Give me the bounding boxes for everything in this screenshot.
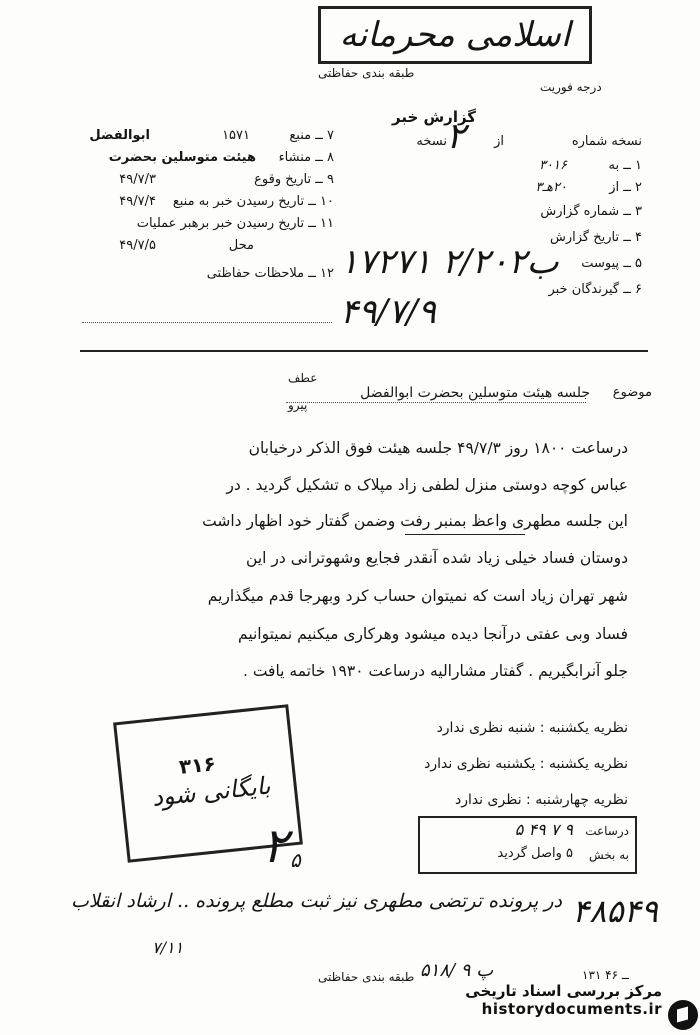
place-value: ۴۹/۷/۵ xyxy=(119,238,156,253)
copy-of-label: از xyxy=(494,134,504,149)
security-notes-row xyxy=(78,266,334,288)
handwritten-mark-2: ۵ xyxy=(290,848,301,872)
subject-text: جلسه هیئت متوسلین بحضرت ابوالفضل xyxy=(360,385,590,401)
origin-value: هیئت متوسلین بحضرت xyxy=(108,150,256,165)
origin-label: ۸ ــ منشاء xyxy=(278,150,334,165)
source-label: ۷ ــ منبع xyxy=(289,128,334,143)
watermark-site-fa: مرکز بررسی اسناد تاریخی xyxy=(465,982,662,1000)
attachment-label: ۵ ــ پیوست xyxy=(581,256,642,271)
priority-label: درجه فوریت xyxy=(540,80,602,94)
footer-handwritten: ۵۱۸/ ۹ پ xyxy=(420,960,494,981)
handwritten-number-2: ۴۹/۷/۹ xyxy=(340,292,436,332)
copy-number-label: نسخه شماره xyxy=(571,134,642,149)
report-number-label: ۳ ــ شماره گزارش xyxy=(540,204,642,219)
recipients-label: ۶ ــ گیرندگان خبر xyxy=(548,282,642,297)
report-date-label: ۴ ــ تاریخ گزارش xyxy=(550,230,642,245)
from-value: ۲۰هـ۳ xyxy=(535,180,567,195)
archive-stamp-number: ۳۱۶ xyxy=(177,751,217,779)
occurrence-date-row xyxy=(78,172,334,194)
copy-word-label: نسخه xyxy=(416,134,447,149)
file-number: ۴۸۵۴۹ xyxy=(572,892,658,930)
body-line-7: جلو آنرابگیریم . گفتار مشارالیه درساعت ۱۹۳۰ خاتمه یافت . xyxy=(242,662,628,680)
footer-code: ۱۳۱ ــ ۴۶ xyxy=(582,968,629,982)
left-fields xyxy=(78,128,334,288)
received-time-label: درساعت xyxy=(585,824,629,838)
date-bottom-left: ۷/۱۱ xyxy=(152,938,184,957)
place-row xyxy=(78,238,334,266)
place-label: محل xyxy=(228,238,254,253)
operations-date-label: ۱۱ ــ تاریخ رسیدن خبر برهبر عملیات xyxy=(136,216,334,231)
body-line-3: این جلسه مطهری واعظ بمنبر رفت وضمن گفتار خود اظهار داشت xyxy=(202,512,628,530)
handwritten-note: در پرونده ترتضی مطهری نیز ثبت مطلع پرونده .. ارشاد انقلاب xyxy=(70,890,562,912)
opinion-3: نظریه چهارشنبه : نظری ندارد xyxy=(454,792,628,808)
underline-mark xyxy=(405,534,525,535)
archive-stamp-text: بایگانی شود xyxy=(150,771,272,812)
received-section-label: به بخش xyxy=(589,848,629,862)
body-line-6: فساد وبی عفتی درآنجا دیده میشود وهرکاری میکنیم نمیتوانیم xyxy=(238,625,628,643)
origin-row xyxy=(78,150,334,172)
occurrence-date-label: ۹ ــ تاریخ وقوع xyxy=(254,172,334,187)
to-label: ۱ ــ به xyxy=(608,158,642,173)
handwritten-mark-1: ۲ xyxy=(262,818,288,874)
receipt-date-value: ۴۹/۷/۴ xyxy=(119,194,156,209)
subject-note-top: عطف xyxy=(288,371,318,385)
classification-stamp-text: اسلامی محرمانه xyxy=(339,15,571,55)
received-section-value: ۵ واصل گردید xyxy=(497,846,573,861)
security-notes-label: ۱۲ ــ ملاحظات حفاظتی xyxy=(206,266,334,281)
copy-number-handwritten: ۲ xyxy=(446,116,466,157)
to-row xyxy=(412,158,642,180)
archive-logo-icon xyxy=(668,1000,698,1030)
from-label: ۲ ــ از xyxy=(609,180,642,195)
body-line-2: عباس کوچه دوستی منزل لطفی زاد مپلاک ه تشکیل گردید . در xyxy=(226,476,628,494)
header-separator xyxy=(80,350,648,352)
receipt-date-label: ۱۰ ــ تاریخ رسیدن خبر به منبع xyxy=(172,194,334,209)
watermark xyxy=(465,982,662,1018)
body-line-4: دوستان فساد خیلی زیاد شده آنقدر فجایع وشهوترانی در این xyxy=(246,549,628,567)
body-line-1: درساعت ۱۸۰۰ روز ۴۹/۷/۳ جلسه هیئت فوق الذکر درخیابان xyxy=(248,439,628,457)
received-box xyxy=(418,816,637,874)
source-value: ۱۵۷۱ xyxy=(222,128,250,143)
classification-label: طبقه بندی حفاظتی xyxy=(318,66,415,80)
occurrence-date-value: ۴۹/۷/۳ xyxy=(119,172,156,187)
watermark-url: historydocuments.ir xyxy=(481,1000,662,1018)
opinion-1: نظریه یکشنبه : شنبه نظری ندارد xyxy=(436,720,628,736)
footer-classification-label: طبقه بندی حفاظتی xyxy=(318,970,415,984)
from-row xyxy=(412,180,642,204)
received-time-value: ۹ ۷ ۴۹ ۵ xyxy=(514,820,573,839)
receipt-date-row xyxy=(78,194,334,216)
operations-date-row xyxy=(78,216,334,238)
report-number-row xyxy=(412,204,642,230)
body-line-5: شهر تهران زیاد است که نمیتوان حساب کرد وبهرجا قدم میگذاریم xyxy=(207,587,628,605)
handwritten-number-1: ۱۷۲۷۱ ۲/۲۰ب۲ xyxy=(340,242,559,282)
report-title: گزارش خبر xyxy=(392,108,477,126)
subject-note-bottom: پیرو xyxy=(288,398,308,412)
recipients-row xyxy=(412,282,642,308)
opinion-2: نظریه یکشنبه : یکشنبه نظری ندارد xyxy=(424,756,628,772)
to-value: ۳۰۱۶ xyxy=(539,158,567,173)
subject-underline xyxy=(286,402,586,403)
source-name: ابوالفضل xyxy=(89,128,150,143)
source-row xyxy=(78,128,334,150)
subject-label: موضوع xyxy=(612,385,652,400)
dotted-line xyxy=(82,322,332,323)
classification-stamp xyxy=(318,6,592,64)
